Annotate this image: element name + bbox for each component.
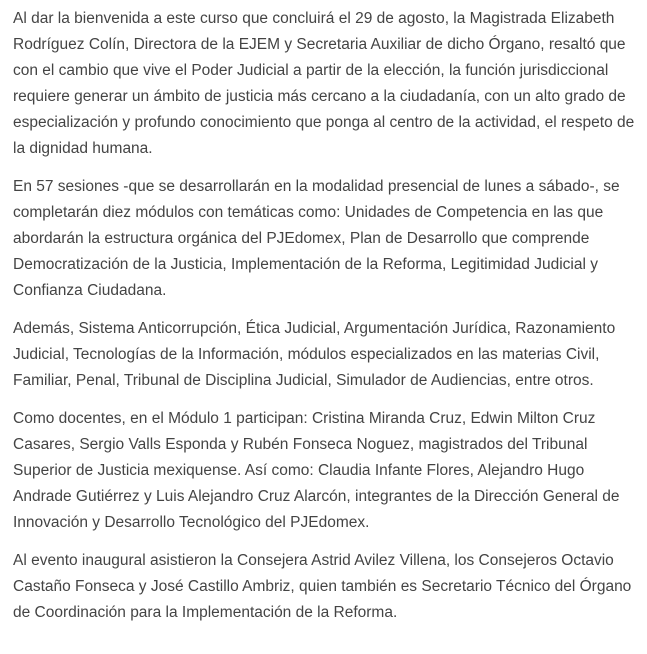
paragraph-welcome: Al dar la bienvenida a este curso que concluirá el 29 de agosto, la Magistrada Elizabeth Rodríguez Colín, Directora de la EJEM y Secretaria Auxiliar de dicho Órgano, resaltó que con el cambio que vive el Poder Judicial a partir de la elección, la función jurisdiccional requiere generar un ámbito de justicia más cercano a la ciudadanía, con un alto grado de especialización y profundo conocimiento que ponga al centro de la actividad, el respeto de la dignidad humana. xyxy=(13,10,635,157)
article-body xyxy=(13,6,641,638)
paragraph-attendees: Al evento inaugural asistieron la Consejera Astrid Avilez Villena, los Consejeros Octavio Castaño Fonseca y José Castillo Ambriz, quien también es Secretario Técnico del Órgano de Coordinación para la Implementación de la Reforma. xyxy=(13,552,632,621)
paragraph-topics: Además, Sistema Anticorrupción, Ética Judicial, Argumentación Jurídica, Razonamiento Judicial, Tecnologías de la Información, módulos especializados en las materias Civil, Familiar, Penal, Tribunal de Disciplina Judicial, Simulador de Audiencias, entre otros. xyxy=(13,320,616,389)
paragraph-sessions: En 57 sesiones -que se desarrollarán en la modalidad presencial de lunes a sábado-, se completarán diez módulos con temáticas como: Unidades de Competencia en las que abordarán la estructura orgánica del PJEdomex, Plan de Desarrollo que comprende Democratización de la Justicia, Implementación de la Reforma, Legitimidad Judicial y Confianza Ciudadana. xyxy=(13,178,620,299)
paragraph-teachers: Como docentes, en el Módulo 1 participan: Cristina Miranda Cruz, Edwin Milton Cruz Casares, Sergio Valls Esponda y Rubén Fonseca Noguez, magistrados del Tribunal Superior de Justicia mexiquense. Así como: Claudia Infante Flores, Alejandro Hugo Andrade Gutiérrez y Luis Alejandro Cruz Alarcón, integrantes de la Dirección General de Innovación y Desarrollo Tecnológico del PJEdomex. xyxy=(13,410,620,531)
